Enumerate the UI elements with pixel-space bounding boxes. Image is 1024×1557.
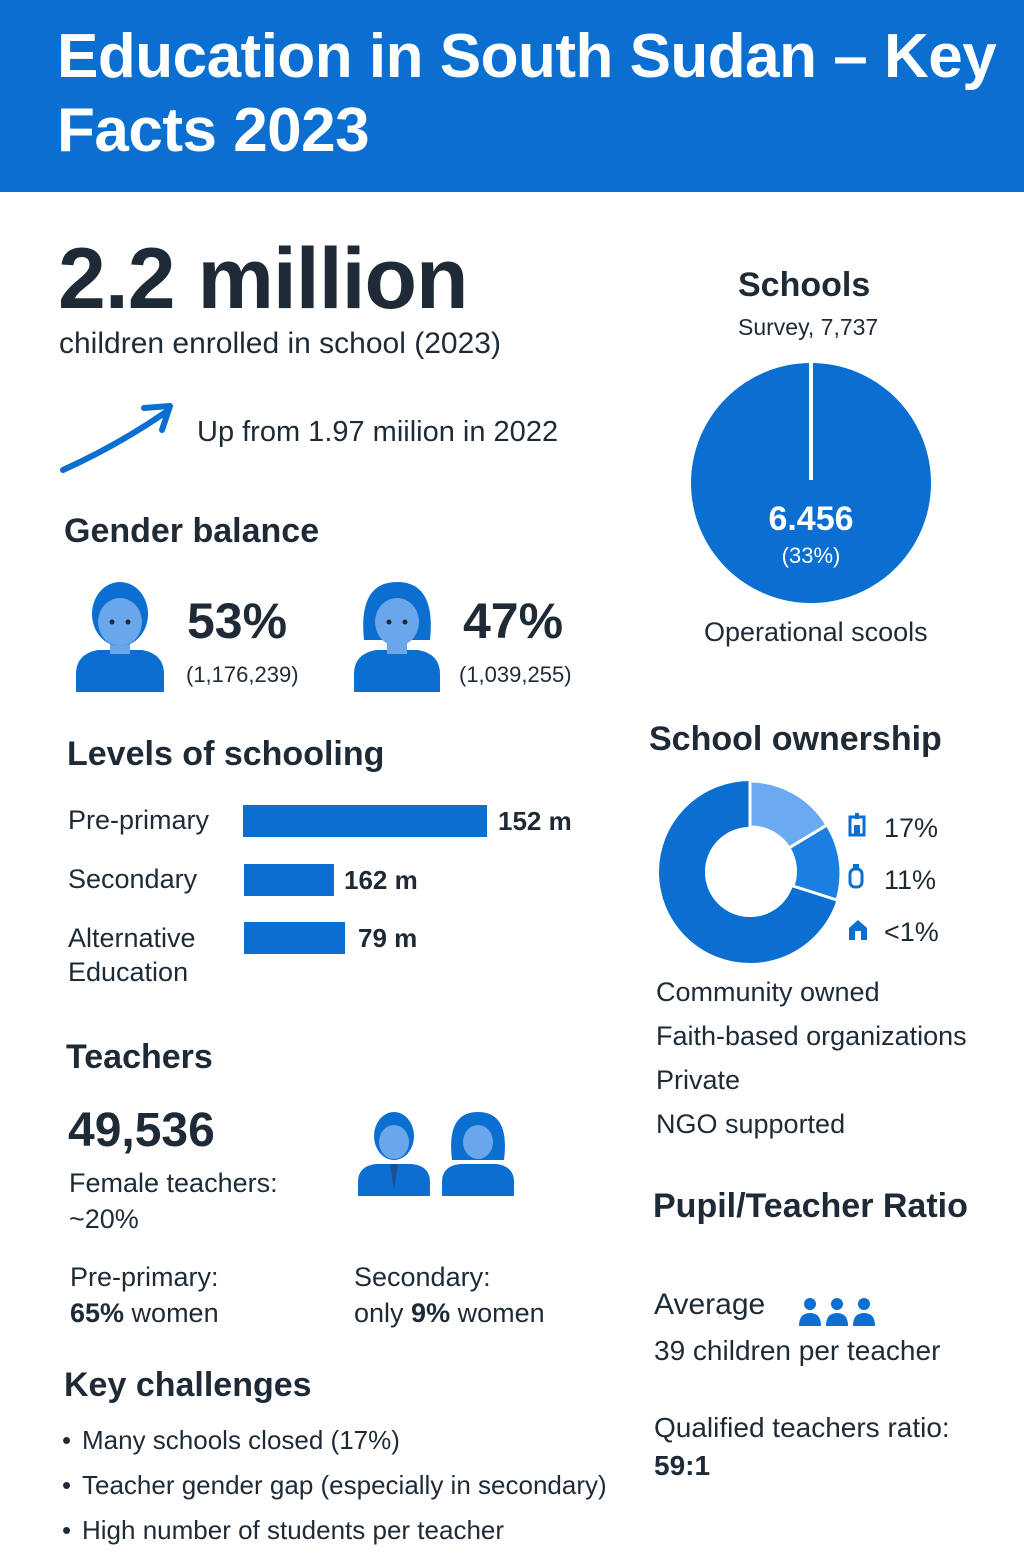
ownership-label: Community owned [656,977,880,1007]
female-teachers-value: ~20% [69,1204,139,1234]
level-label: Alternative Education [68,923,196,987]
people-group-icon [798,1296,876,1333]
schools-pie-chart [690,362,932,609]
preprimary-teachers-label: Pre-primary: [70,1262,219,1292]
ownership-donut-chart [658,780,842,969]
challenge-item: • Many schools closed (17%) [62,1422,607,1467]
ownership-labels [656,972,967,1148]
secondary-teachers-stat [354,1295,545,1331]
secondary-women-suffix: women [450,1298,545,1328]
ownership-legend-percent: <1% [884,917,939,947]
preprimary-women-suffix: women [124,1298,219,1328]
level-value: 162 m [344,865,418,895]
schools-title: Schools [738,266,871,304]
ownership-label: Faith-based organizations [656,1021,967,1051]
female-teachers-label: Female teachers: [69,1168,278,1198]
schools-subtitle: Survey, 7,737 [738,314,879,340]
levels-title: Levels of schooling [67,735,385,773]
challenge-item: • High number of students per teacher [62,1512,607,1557]
teachers-title: Teachers [66,1038,213,1076]
level-bar [244,864,334,896]
secondary-teachers-label: Secondary: [354,1262,491,1292]
ownership-legend-item [848,802,939,854]
enrollment-trend-text: Up from 1.97 miilion in 2022 [197,416,559,448]
ownership-title: School ownership [649,720,942,758]
challenges-title: Key challenges [64,1366,312,1404]
teachers-group-icon [356,1110,516,1203]
level-value: 79 m [358,923,418,953]
ownership-legend [848,802,939,958]
challenge-item: • Teacher gender gap (especially in secondary) [62,1467,607,1512]
teachers-total: 49,536 [68,1104,215,1157]
page-title: Education in South Sudan – Key Facts 2023 [57,22,997,165]
challenges-list [62,1422,607,1557]
building-icon [848,808,872,848]
trend-up-arrow-icon [58,400,178,485]
gender-title: Gender balance [64,512,320,550]
enrollment-headline: 2.2 million [58,231,468,327]
ownership-legend-percent: 11% [884,865,937,895]
male-percent: 53% [187,593,288,649]
female-count: (1,039,255) [459,662,572,687]
ratio-qualified [654,1409,984,1485]
ownership-label: NGO supported [656,1109,846,1139]
bottle-icon [848,860,872,900]
female-percent: 47% [463,593,564,649]
level-value: 152 m [498,806,572,836]
ratio-average-value: 39 children per teacher [654,1335,941,1366]
preprimary-teachers-stat [70,1295,219,1331]
secondary-women-prefix: only [354,1298,412,1328]
level-bar [244,922,345,954]
preprimary-women-percent: 65% [70,1298,125,1328]
ratio-average-label: Average [654,1288,766,1321]
header-banner [0,0,1024,192]
ownership-legend-item [848,854,939,906]
level-bar [243,805,487,837]
house-icon [848,912,872,952]
level-label: Secondary [68,864,198,894]
ratio-qualified-value: 59:1 [654,1450,711,1481]
ownership-legend-item [848,906,939,958]
female-person-icon [352,578,442,699]
level-label: Pre-primary [68,805,210,835]
male-person-icon [74,578,166,699]
schools-value: 6.456 [768,500,854,538]
ownership-label: Private [656,1065,741,1095]
male-count: (1,176,239) [186,662,299,687]
ownership-legend-percent: 17% [884,813,939,843]
secondary-women-percent: 9% [411,1298,451,1328]
schools-percent: (33%) [781,543,841,568]
ratio-qualified-label: Qualified teachers ratio: [654,1412,950,1443]
ratio-title: Pupil/Teacher Ratio [653,1187,968,1225]
enrollment-subtitle: children enrolled in school (2023) [59,327,501,360]
schools-caption: Operational scools [704,617,928,647]
